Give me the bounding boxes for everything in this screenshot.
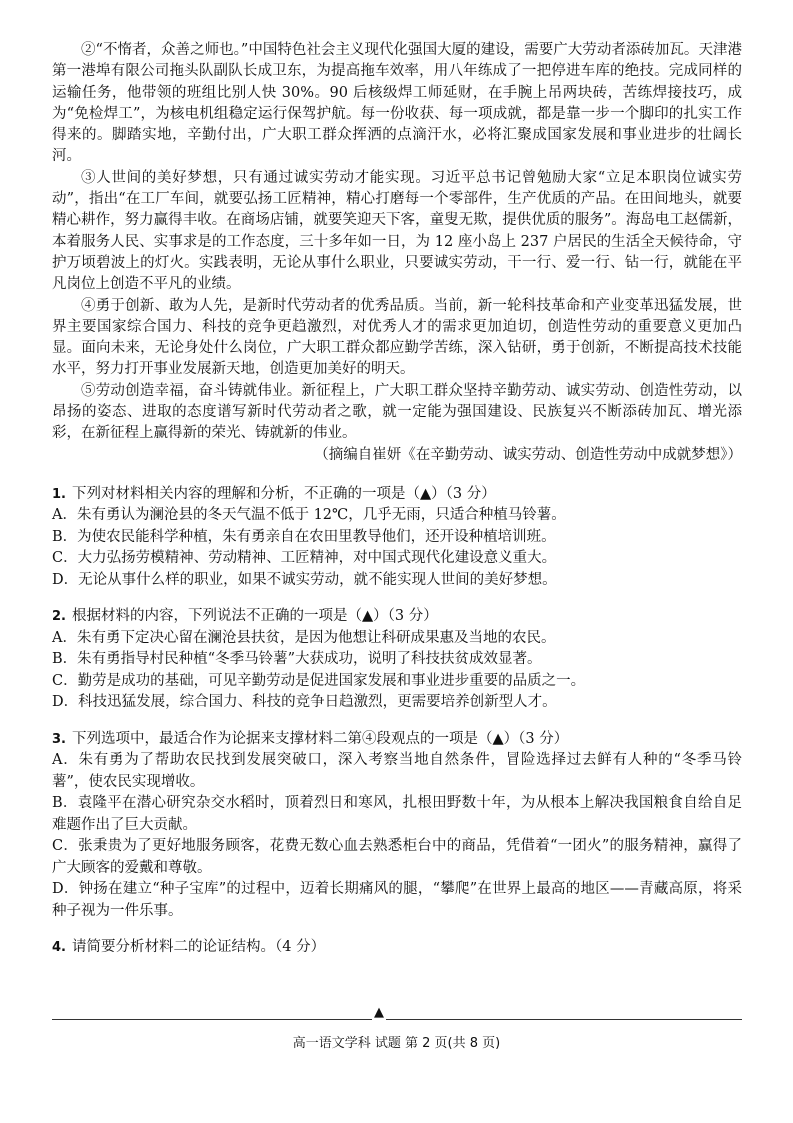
material-paragraph-2: ②“不惰者，众善之师也。”中国特色社会主义现代化强国大厦的建设，需要广大劳动者添砖加瓦。天津港第一港埠有限公司拖头队副队长成卫东，为提高拖车效率，用八年练成了一把停进车库的绝技。完成同样的运输任务，他带领的班组比别人快 30%。90 后核级焊工师延财，在手腕上吊两块砖，苦练焊接技巧，成为“免检焊工”，为核电机组稳定运行保驾护航。每一份收获、每一项成就，都是靠一步一个脚印的扎实工作得来的。脚踏实地，辛勤付出，广大职工群众挥洒的点滴汗水，必将汇聚成国家发展和事业进步的壮阔长河。: [52, 42, 742, 165]
option-c: C．勤劳是成功的基础，可见辛勤劳动是促进国家发展和事业进步重要的品质之一。: [52, 672, 586, 689]
question-1: [52, 484, 742, 592]
material-paragraph-4: ④勇于创新、敢为人先，是新时代劳动者的优秀品质。当前，新一轮科技革命和产业变革迅猛发展，世界主要国家综合国力、科技的竞争更趋激烈，对优秀人才的需求更加迫切，创造性劳动的重要意义更加凸显。面向未来，无论身处什么岗位，广大职工群众都应勤学苦练，深入钻研，勇于创新，不断提高技术技能水平，努力打开事业发展新天地，创造更加美好的明天。: [52, 297, 742, 378]
option-b: B．朱有勇指导村民种植“冬季马铃薯”大获成功，说明了科技扶贫成效显著。: [52, 651, 542, 668]
option-d: D．无论从事什么样的职业，如果不诚实劳动，就不能实现人世间的美好梦想。: [52, 571, 557, 588]
question-stem: 下列对材料相关内容的理解和分析，不正确的一项是（▲）（3 分）: [71, 485, 496, 502]
option-d: D．钟扬在建立“种子宝库”的过程中，迈着长期痛风的腿，“攀爬”在世界上最高的地区——青藏高原，将采种子视为一件乐事。: [52, 881, 742, 919]
material-paragraph-3: ③人世间的美好梦想，只有通过诚实劳动才能实现。习近平总书记曾勉励大家“立足本职岗位诚实劳动”，指出“在工厂车间，就要弘扬工匠精神，精心打磨每一个零部件，生产优质的产品。在田间地头，就要精心耕作，努力赢得丰收。在商场店铺，就要笑迎天下客，童叟无欺，提供优质的服务”。海岛电工赵儒新，本着服务人民、实事求是的工作态度，三十多年如一日，为 12 座小岛上 237 户居民的生活全天候待命，守护万顷碧波上的灯火。实践表明，无论从事什么职业，只要诚实劳动，干一行、爱一行、钻一行，就能在平凡岗位上创造不平凡的业绩。: [52, 169, 742, 293]
question-4: [52, 937, 742, 959]
question-number: 3.: [52, 731, 66, 747]
question-2: [52, 606, 742, 714]
question-stem: 请简要分析材料二的论证结构。（4 分）: [71, 939, 326, 956]
question-stem: 根据材料的内容，下列说法不正确的一项是（▲）（3 分）: [71, 608, 438, 625]
option-c: C．张秉贵为了更好地服务顾客，花费无数心血去熟悉柜台中的商品，凭借着“一团火”的服务精神，赢得了广大顾客的爱戴和尊敬。: [52, 838, 742, 876]
question-stem: 下列选项中，最适合作为论据来支撑材料二第④段观点的一项是（▲）（3 分）: [71, 730, 569, 747]
answer-placeholder-mark: ▲: [374, 1005, 384, 1020]
page-footer: 高一语文学科 试题 第 2 页(共 8 页): [292, 1036, 501, 1051]
exam-page: [52, 40, 742, 959]
answer-line[interactable]: [52, 1019, 742, 1020]
question-3: [52, 729, 742, 923]
option-a: A．朱有勇下定决心留在澜沧县扶贫，是因为他想让科研成果惠及当地的农民。: [52, 629, 556, 646]
option-c: C．大力弘扬劳模精神、劳动精神、工匠精神，对中国式现代化建设意义重大。: [52, 550, 557, 567]
question-number: 4.: [52, 940, 66, 956]
option-b: B．为使农民能科学种植，朱有勇亲自在农田里教导他们，还开设种植培训班。: [52, 528, 556, 545]
question-number: 1.: [52, 486, 66, 502]
option-a: A．朱有勇为了帮助农民找到发展突破口，深入考察当地自然条件，冒险选择过去鲜有人种的“冬季马铃薯”，使农民实现增收。: [52, 752, 742, 790]
option-b: B．袁隆平在潜心研究杂交水稻时，顶着烈日和寒风，扎根田野数十年，为从根本上解决我国粮食自给自足难题作出了巨大贡献。: [52, 795, 742, 833]
material-paragraph-5: ⑤劳动创造幸福，奋斗铸就伟业。新征程上，广大职工群众坚持辛勤劳动、诚实劳动、创造性劳动，以昂扬的姿态、进取的态度谱写新时代劳动者之歌，就一定能为强国建设、民族复兴不断添砖加瓦、增光添彩，在新征程上赢得新的荣光、铸就新的伟业。: [52, 382, 742, 442]
reading-material: [52, 40, 742, 466]
option-a: A．朱有勇认为澜沧县的冬天气温不低于 12℃，几乎无雨，只适合种植马铃薯。: [52, 507, 566, 524]
question-number: 2.: [52, 609, 66, 625]
material-source: （摘编自崔妍《在辛勤劳动、诚实劳动、创造性劳动中成就梦想》）: [314, 446, 742, 463]
option-d: D．科技迅猛发展，综合国力、科技的竞争日趋激烈，更需要培养创新型人才。: [52, 694, 557, 711]
